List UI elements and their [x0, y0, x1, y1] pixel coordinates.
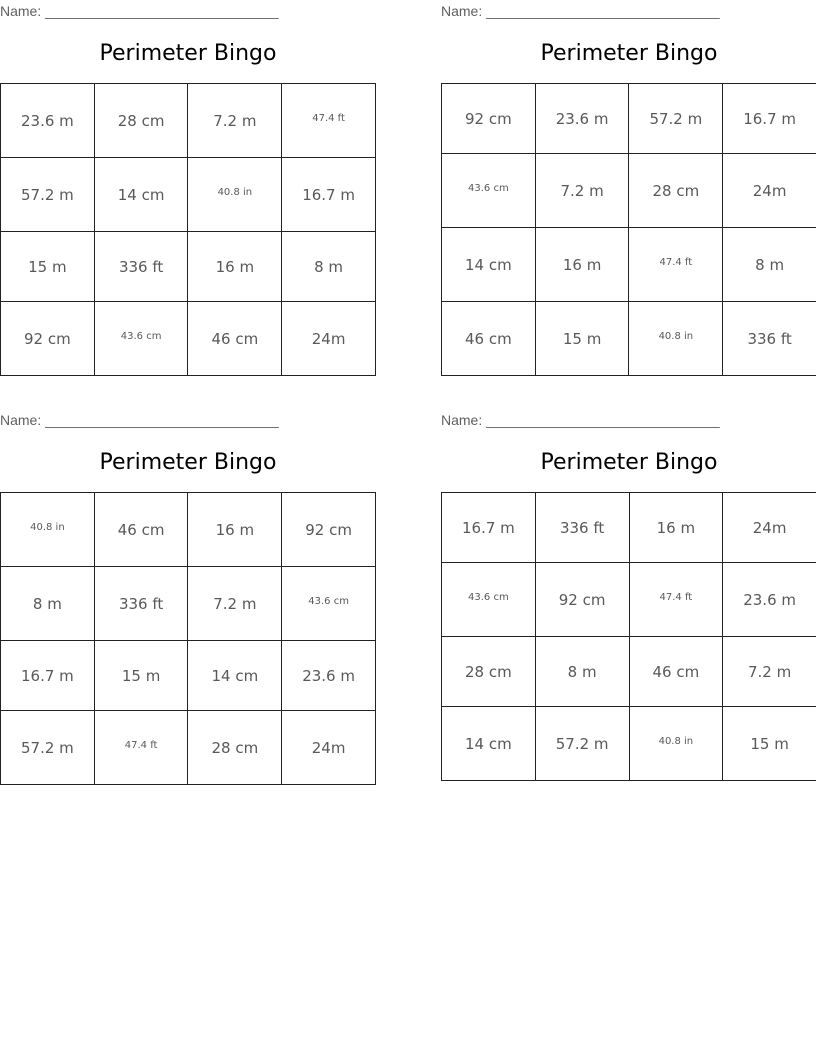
grid-row — [442, 563, 816, 637]
grid-cell: 40.8 in — [629, 707, 723, 781]
grid-cell: 7.2 m — [723, 637, 816, 707]
grid-cell: 336 ft — [94, 232, 188, 302]
name-field-label: Name: ______________________________ — [441, 412, 720, 428]
grid-cell: 47.4 ft — [282, 84, 376, 158]
grid-cell: 8 m — [723, 228, 816, 302]
grid-row — [442, 302, 816, 376]
grid-cell: 14 cm — [442, 228, 536, 302]
grid-cell: 8 m — [535, 637, 629, 707]
grid-cell: 7.2 m — [188, 567, 282, 641]
grid-row — [1, 302, 376, 376]
grid-cell: 28 cm — [188, 711, 282, 785]
grid-cell: 336 ft — [723, 302, 816, 376]
grid-cell: 40.8 in — [1, 493, 95, 567]
grid-cell: 47.4 ft — [629, 228, 723, 302]
grid-cell: 47.4 ft — [94, 711, 188, 785]
grid-cell: 47.4 ft — [629, 563, 723, 637]
grid-row — [1, 84, 376, 158]
grid-row — [1, 158, 376, 232]
card-title: Perimeter Bingo — [540, 41, 718, 66]
grid-cell: 16 m — [188, 493, 282, 567]
grid-cell: 43.6 cm — [94, 302, 188, 376]
grid-cell: 23.6 m — [1, 84, 95, 158]
grid-cell: 8 m — [282, 232, 376, 302]
grid-cell: 46 cm — [188, 302, 282, 376]
grid-cell: 40.8 in — [629, 302, 723, 376]
grid-row — [1, 711, 376, 785]
grid-cell: 16.7 m — [282, 158, 376, 232]
grid-cell: 16 m — [188, 232, 282, 302]
grid-cell: 23.6 m — [282, 641, 376, 711]
grid-cell: 15 m — [723, 707, 816, 781]
grid-cell: 16 m — [629, 493, 723, 563]
card-title: Perimeter Bingo — [99, 41, 277, 66]
grid-cell: 24m — [282, 711, 376, 785]
grid-cell: 43.6 cm — [442, 154, 536, 228]
grid-row — [442, 228, 816, 302]
grid-cell: 92 cm — [535, 563, 629, 637]
name-field-label: Name: ______________________________ — [0, 412, 279, 428]
grid-cell: 40.8 in — [188, 158, 282, 232]
grid-cell: 14 cm — [94, 158, 188, 232]
grid-cell: 28 cm — [629, 154, 723, 228]
grid-cell: 336 ft — [94, 567, 188, 641]
grid-cell: 16.7 m — [1, 641, 95, 711]
name-field-label: Name: ______________________________ — [441, 3, 720, 19]
grid-cell: 28 cm — [442, 637, 536, 707]
grid-cell: 8 m — [1, 567, 95, 641]
grid-row — [442, 707, 816, 781]
grid-cell: 24m — [282, 302, 376, 376]
grid-cell: 16.7 m — [723, 84, 816, 154]
grid-cell: 92 cm — [282, 493, 376, 567]
grid-cell: 15 m — [1, 232, 95, 302]
grid-cell: 15 m — [535, 302, 629, 376]
grid-row — [1, 567, 376, 641]
grid-cell: 46 cm — [442, 302, 536, 376]
grid-cell: 14 cm — [442, 707, 536, 781]
bingo-grid — [0, 492, 376, 785]
grid-cell: 92 cm — [442, 84, 536, 154]
grid-cell: 46 cm — [629, 637, 723, 707]
grid-cell: 28 cm — [94, 84, 188, 158]
grid-row — [442, 154, 816, 228]
bingo-grid — [441, 83, 816, 376]
grid-cell: 7.2 m — [535, 154, 629, 228]
grid-cell: 7.2 m — [188, 84, 282, 158]
grid-cell: 23.6 m — [723, 563, 816, 637]
grid-row — [1, 232, 376, 302]
bingo-grid — [0, 83, 376, 376]
grid-cell: 15 m — [94, 641, 188, 711]
grid-row — [1, 641, 376, 711]
grid-row — [442, 493, 816, 563]
bingo-grid — [441, 492, 816, 781]
grid-cell: 14 cm — [188, 641, 282, 711]
grid-cell: 16 m — [535, 228, 629, 302]
grid-row — [1, 493, 376, 567]
name-field-label: Name: ______________________________ — [0, 3, 279, 19]
grid-cell: 23.6 m — [535, 84, 629, 154]
grid-cell: 57.2 m — [1, 158, 95, 232]
grid-cell: 16.7 m — [442, 493, 536, 563]
grid-row — [442, 84, 816, 154]
grid-row — [442, 637, 816, 707]
grid-cell: 46 cm — [94, 493, 188, 567]
grid-cell: 57.2 m — [629, 84, 723, 154]
grid-cell: 57.2 m — [535, 707, 629, 781]
grid-cell: 92 cm — [1, 302, 95, 376]
card-title: Perimeter Bingo — [540, 450, 718, 475]
grid-cell: 336 ft — [535, 493, 629, 563]
grid-cell: 43.6 cm — [442, 563, 536, 637]
grid-cell: 57.2 m — [1, 711, 95, 785]
grid-cell: 24m — [723, 154, 816, 228]
grid-cell: 43.6 cm — [282, 567, 376, 641]
grid-cell: 24m — [723, 493, 816, 563]
card-title: Perimeter Bingo — [99, 450, 277, 475]
